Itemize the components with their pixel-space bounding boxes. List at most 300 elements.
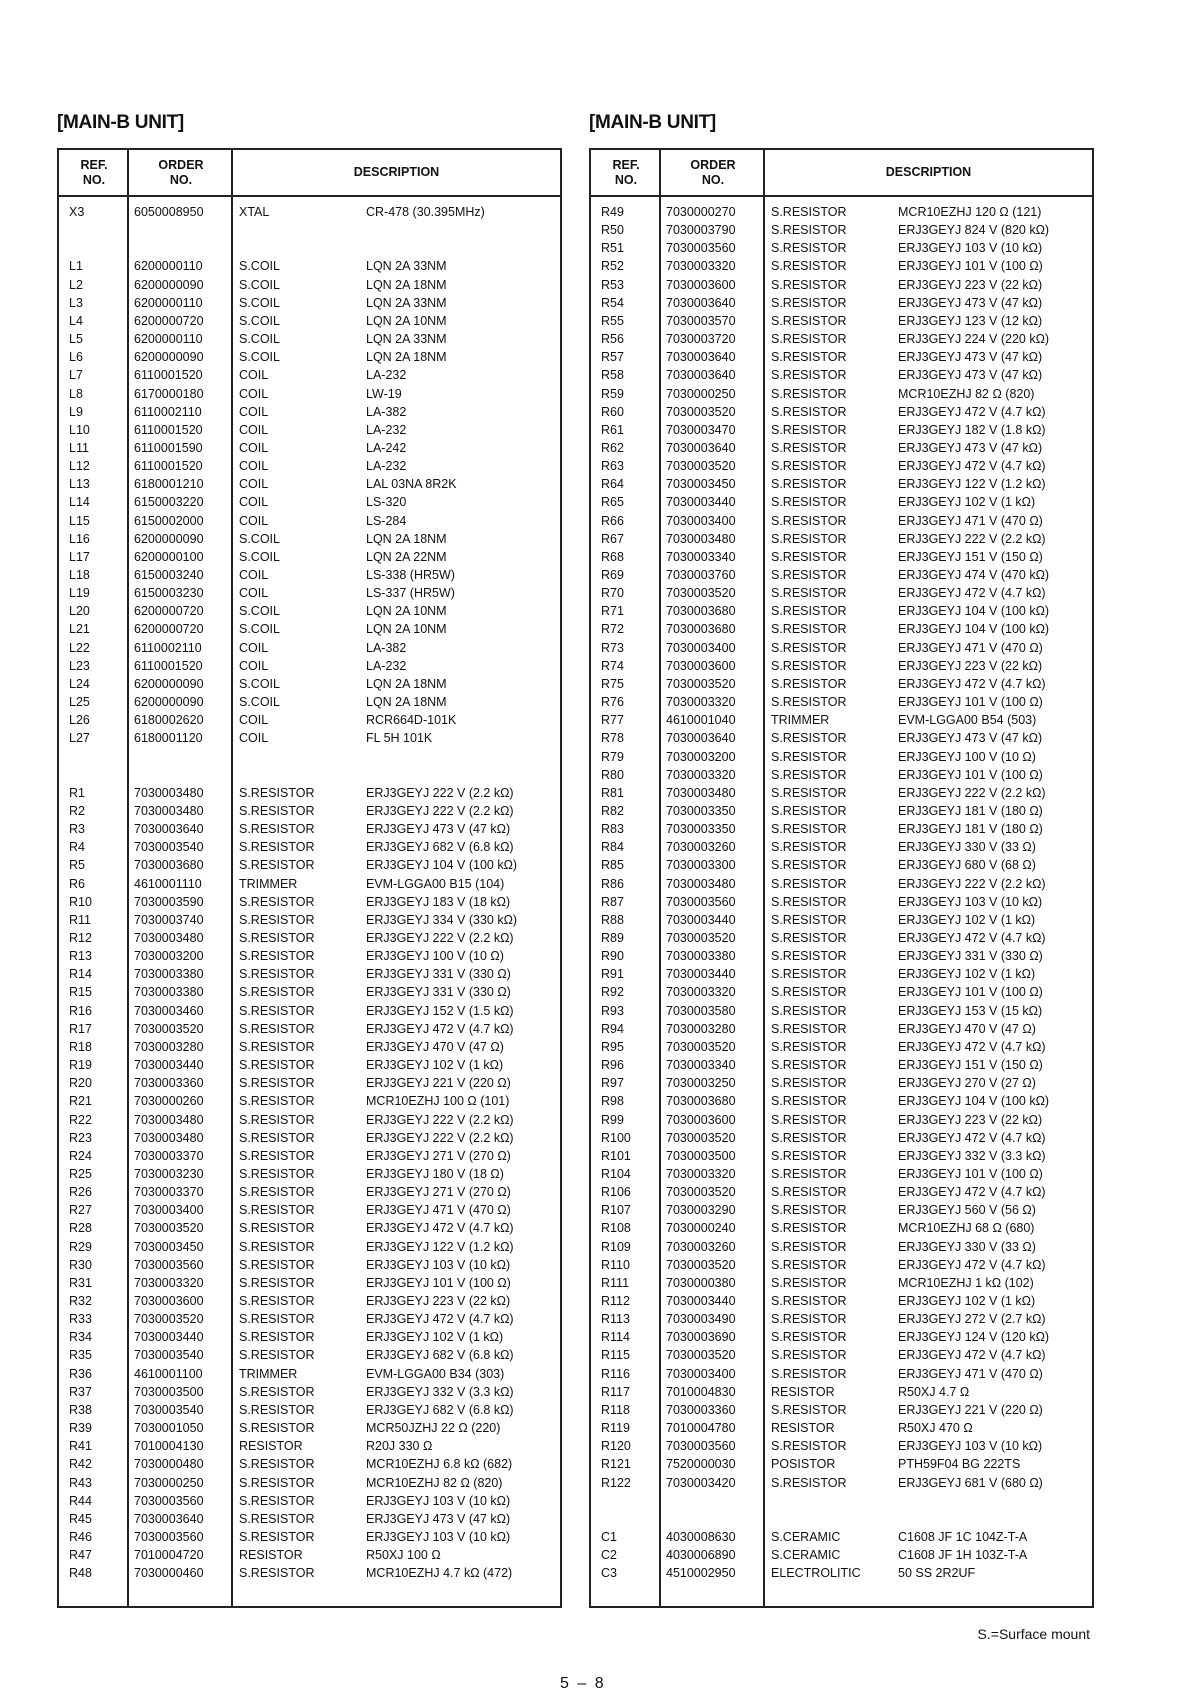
ref-no-cell: R121 <box>601 1457 631 1472</box>
part-spec-cell: MCR50JZHJ 22 Ω (220) <box>366 1421 501 1435</box>
part-type-cell: S.RESISTOR <box>771 731 847 746</box>
part-type-cell: RESISTOR <box>239 1548 303 1563</box>
order-no-cell: 7010004130 <box>134 1439 204 1454</box>
order-no-cell: 7030003520 <box>666 1348 736 1363</box>
order-no-cell: 6150003220 <box>134 495 204 510</box>
part-type-cell: S.RESISTOR <box>771 223 847 238</box>
order-no-cell: 7030003600 <box>666 1112 736 1127</box>
part-spec-cell: ERJ3GEYJ 682 V (6.8 kΩ) <box>366 1348 514 1363</box>
part-spec-cell: R50XJ 470 Ω <box>898 1421 973 1435</box>
part-type-cell: S.RESISTOR <box>771 1366 847 1381</box>
part-spec-cell: ERJ3GEYJ 472 V (4.7 kΩ) <box>898 586 1046 601</box>
ref-no-cell: R10 <box>69 894 92 909</box>
part-type-cell: S.RESISTOR <box>771 822 847 837</box>
ref-no-cell: R80 <box>601 767 624 782</box>
ref-no-cell: R23 <box>69 1130 92 1145</box>
part-type-cell: S.RESISTOR <box>239 1493 315 1508</box>
table-row <box>59 1020 560 1038</box>
ref-no-cell: R81 <box>601 785 624 800</box>
part-spec-cell: ERJ3GEYJ 181 V (180 Ω) <box>898 803 1043 818</box>
ref-no-cell: L25 <box>69 695 90 709</box>
order-no-cell: 7030003380 <box>134 967 204 982</box>
part-spec-cell: ERJ3GEYJ 473 V (47 kΩ) <box>898 440 1043 455</box>
table-row <box>591 784 1092 802</box>
part-type-cell: S.COIL <box>239 350 280 365</box>
ref-no-cell: X3 <box>69 205 85 219</box>
order-no-cell: 7030003520 <box>666 1130 736 1145</box>
part-spec-cell: 50 SS 2R2UF <box>898 1566 976 1581</box>
part-type-cell: S.RESISTOR <box>239 1130 315 1145</box>
order-no-cell: 7030003480 <box>666 876 736 891</box>
table-row <box>59 548 560 566</box>
part-spec-cell: LS-284 <box>366 513 407 528</box>
table-row <box>591 947 1092 965</box>
part-type-cell: S.RESISTOR <box>771 332 847 346</box>
part-type-cell: S.RESISTOR <box>771 1348 847 1363</box>
order-no-cell: 7030003260 <box>666 840 736 855</box>
ref-no-cell: L10 <box>69 422 90 437</box>
ref-no-cell: R94 <box>601 1021 624 1036</box>
table-row <box>591 385 1092 403</box>
table-row <box>591 1201 1092 1219</box>
part-type-cell: COIL <box>239 404 269 419</box>
order-no-cell: 7030003440 <box>666 1294 736 1308</box>
ref-no-cell: R2 <box>69 803 85 818</box>
part-type-cell: S.RESISTOR <box>239 1402 315 1417</box>
table-row <box>591 657 1092 675</box>
part-spec-cell: ERJ3GEYJ 223 V (22 kΩ) <box>898 277 1043 292</box>
part-type-cell: S.RESISTOR <box>771 513 847 528</box>
table-row <box>59 1328 560 1346</box>
order-header-line2: NO. <box>701 172 725 187</box>
part-spec-cell: ERJ3GEYJ 103 V (10 kΩ) <box>366 1529 511 1544</box>
part-spec-cell: ERJ3GEYJ 472 V (4.7 kΩ) <box>898 1185 1046 1200</box>
order-no-cell: 6110001520 <box>134 658 203 673</box>
part-type-cell: S.RESISTOR <box>771 1003 847 1018</box>
part-type-cell: S.RESISTOR <box>771 658 847 673</box>
ref-no-cell: R63 <box>601 459 624 474</box>
part-type-cell: S.RESISTOR <box>239 912 315 927</box>
ref-header-line2: NO. <box>614 172 638 187</box>
part-type-cell: COIL <box>239 713 269 728</box>
ref-no-cell: C2 <box>601 1548 617 1563</box>
table-row <box>59 1492 560 1510</box>
part-spec-cell: ERJ3GEYJ 473 V (47 kΩ) <box>898 731 1043 746</box>
part-spec-cell: ERJ3GEYJ 104 V (100 kΩ) <box>366 858 518 873</box>
part-spec-cell: LA-382 <box>366 640 407 655</box>
table-row <box>591 457 1092 475</box>
order-no-cell: 6110001520 <box>134 368 203 383</box>
table-row <box>59 1365 560 1383</box>
ref-no-cell: R31 <box>69 1275 92 1290</box>
ref-no-cell: R41 <box>69 1439 92 1454</box>
order-no-cell: 7030003460 <box>134 1003 204 1018</box>
table-row <box>59 820 560 838</box>
right-parts-table <box>589 148 1094 1608</box>
ref-no-cell: R30 <box>69 1257 92 1272</box>
ref-no-cell: L16 <box>69 531 90 546</box>
part-type-cell: S.RESISTOR <box>239 1039 315 1054</box>
part-type-cell: S.CERAMIC <box>771 1529 841 1544</box>
table-row <box>591 294 1092 312</box>
part-type-cell: S.RESISTOR <box>771 531 847 546</box>
part-type-cell: S.RESISTOR <box>239 1457 315 1472</box>
part-type-cell: S.RESISTOR <box>771 912 847 927</box>
table-row <box>59 693 560 711</box>
part-type-cell: S.RESISTOR <box>239 858 315 873</box>
ref-no-cell: R3 <box>69 822 85 837</box>
part-spec-cell: ERJ3GEYJ 222 V (2.2 kΩ) <box>898 785 1046 800</box>
part-spec-cell: ERJ3GEYJ 682 V (6.8 kΩ) <box>366 1402 514 1417</box>
order-no-cell: 7030003440 <box>666 495 736 510</box>
part-spec-cell: ERJ3GEYJ 332 V (3.3 kΩ) <box>366 1384 514 1399</box>
part-type-cell: S.RESISTOR <box>239 1275 315 1290</box>
part-spec-cell: LA-232 <box>366 459 407 474</box>
order-no-cell: 7030003640 <box>666 731 736 746</box>
ref-no-cell: L3 <box>69 295 83 310</box>
table-row <box>59 1346 560 1364</box>
table-row <box>59 385 560 403</box>
part-type-cell: S.RESISTOR <box>239 931 315 945</box>
part-spec-cell: LQN 2A 33NM <box>366 295 447 310</box>
part-spec-cell: ERJ3GEYJ 101 V (100 Ω) <box>366 1275 511 1290</box>
table-row <box>591 929 1092 947</box>
table-row <box>591 602 1092 620</box>
ref-no-cell: R34 <box>69 1330 92 1345</box>
order-no-cell: 7030003640 <box>666 368 736 383</box>
part-type-cell: S.COIL <box>239 295 280 310</box>
part-spec-cell: ERJ3GEYJ 472 V (4.7 kΩ) <box>898 1257 1046 1272</box>
ref-no-cell: R24 <box>69 1148 92 1163</box>
part-spec-cell: ERJ3GEYJ 101 V (100 Ω) <box>898 1166 1043 1181</box>
ref-no-cell: R55 <box>601 313 624 328</box>
part-spec-cell: LQN 2A 18NM <box>366 277 447 292</box>
table-row <box>591 257 1092 275</box>
order-no-cell: 7030003640 <box>666 350 736 365</box>
ref-no-cell: L20 <box>69 604 90 619</box>
part-spec-cell: ERJ3GEYJ 103 V (10 kΩ) <box>898 1439 1043 1454</box>
table-row <box>59 276 560 294</box>
ref-no-cell: R52 <box>601 259 624 274</box>
part-spec-cell: ERJ3GEYJ 271 V (270 Ω) <box>366 1185 511 1200</box>
part-type-cell: TRIMMER <box>239 1366 298 1381</box>
part-type-cell: S.RESISTOR <box>771 259 847 274</box>
ref-no-cell: L27 <box>69 731 90 746</box>
table-row <box>59 366 560 384</box>
ref-no-cell: R113 <box>601 1312 630 1327</box>
part-type-cell: COIL <box>239 477 269 492</box>
table-row <box>59 1401 560 1419</box>
table-row <box>59 1292 560 1310</box>
part-spec-cell: ERJ3GEYJ 151 V (150 Ω) <box>898 549 1043 564</box>
ref-no-cell: R70 <box>601 586 624 601</box>
table-row <box>591 366 1092 384</box>
part-type-cell: S.RESISTOR <box>771 1275 847 1290</box>
order-no-cell: 7030000260 <box>134 1094 204 1109</box>
table-row <box>59 1256 560 1274</box>
order-no-cell: 7030003320 <box>666 259 736 274</box>
part-spec-cell: ERJ3GEYJ 100 V (10 Ω) <box>898 749 1036 764</box>
part-spec-cell: ERJ3GEYJ 472 V (4.7 kΩ) <box>898 459 1046 474</box>
order-no-cell: 7030003480 <box>666 531 736 546</box>
table-row <box>591 1310 1092 1328</box>
part-spec-cell: ERJ3GEYJ 331 V (330 Ω) <box>366 967 511 982</box>
part-spec-cell: ERJ3GEYJ 271 V (270 Ω) <box>366 1148 511 1163</box>
table-row <box>591 548 1092 566</box>
table-row <box>591 748 1092 766</box>
order-no-cell: 6200000090 <box>134 350 204 365</box>
order-no-cell: 7030003320 <box>666 767 736 782</box>
part-spec-cell: ERJ3GEYJ 471 V (470 Ω) <box>366 1203 511 1218</box>
order-no-cell: 7030003200 <box>666 749 736 764</box>
ref-no-cell: R69 <box>601 568 624 582</box>
part-spec-cell: ERJ3GEYJ 103 V (10 kΩ) <box>366 1257 511 1272</box>
table-row <box>591 820 1092 838</box>
part-spec-cell: ERJ3GEYJ 102 V (1 kΩ) <box>898 912 1036 927</box>
part-type-cell: S.RESISTOR <box>771 1475 847 1490</box>
order-no-cell: 7030003560 <box>666 1439 736 1454</box>
part-spec-cell: ERJ3GEYJ 270 V (27 Ω) <box>898 1076 1036 1091</box>
ref-no-cell: R54 <box>601 295 624 310</box>
table-row <box>59 348 560 366</box>
description-header <box>233 150 560 195</box>
part-type-cell: S.RESISTOR <box>771 985 847 1000</box>
order-no-cell: 6050008950 <box>134 205 204 219</box>
part-type-cell: S.RESISTOR <box>239 1239 315 1254</box>
table-row <box>591 584 1092 602</box>
part-type-cell: S.RESISTOR <box>771 549 847 564</box>
part-spec-cell: ERJ3GEYJ 101 V (100 Ω) <box>898 259 1043 274</box>
order-no-cell: 6110002110 <box>134 404 202 419</box>
order-no-cell: 7030000380 <box>666 1275 736 1290</box>
part-spec-cell: ERJ3GEYJ 101 V (100 Ω) <box>898 985 1043 1000</box>
order-no-cell: 7030003360 <box>666 1402 736 1417</box>
part-type-cell: S.RESISTOR <box>771 386 847 401</box>
ref-no-cell: L8 <box>69 386 83 401</box>
part-type-cell: S.RESISTOR <box>771 313 847 328</box>
table-row <box>591 1528 1092 1546</box>
part-spec-cell: ERJ3GEYJ 330 V (33 Ω) <box>898 1239 1036 1254</box>
part-spec-cell: ERJ3GEYJ 151 V (150 Ω) <box>898 1058 1043 1072</box>
order-no-cell: 7030003520 <box>666 404 736 419</box>
ref-no-cell: R25 <box>69 1166 92 1181</box>
part-spec-cell: ERJ3GEYJ 104 V (100 kΩ) <box>898 622 1050 637</box>
table-row <box>59 566 560 584</box>
order-no-cell: 7030003520 <box>666 931 736 945</box>
table-row <box>591 1074 1092 1092</box>
ref-no-cell: R1 <box>69 785 85 800</box>
order-no-cell: 7010004720 <box>134 1548 204 1563</box>
part-type-cell: RESISTOR <box>239 1439 303 1454</box>
ref-no-cell: R119 <box>601 1421 630 1435</box>
part-type-cell: S.RESISTOR <box>239 1566 315 1581</box>
part-type-cell: S.RESISTOR <box>771 568 847 582</box>
order-no-cell: 7030003640 <box>666 440 736 455</box>
ref-no-cell: R77 <box>601 713 624 728</box>
order-no-cell: 7030003640 <box>666 295 736 310</box>
ref-no-cell: R53 <box>601 277 624 292</box>
ref-no-cell: R95 <box>601 1039 624 1054</box>
part-spec-cell: ERJ3GEYJ 102 V (1 kΩ) <box>898 495 1036 510</box>
order-no-cell: 7030003560 <box>666 894 736 909</box>
order-no-cell: 7030003520 <box>666 1185 736 1200</box>
table-row <box>591 1401 1092 1419</box>
order-no-cell: 7030003600 <box>134 1294 204 1308</box>
part-type-cell: S.RESISTOR <box>771 404 847 419</box>
table-row <box>591 421 1092 439</box>
table-row <box>59 729 560 747</box>
part-type-cell: COIL <box>239 368 269 383</box>
part-spec-cell: LQN 2A 18NM <box>366 695 447 709</box>
table-row <box>59 1165 560 1183</box>
table-row <box>59 1474 560 1492</box>
ref-no-cell: L24 <box>69 676 90 691</box>
ref-no-cell: R13 <box>69 949 92 964</box>
page-number: 5 – 8 <box>560 1675 606 1692</box>
part-spec-cell: LA-232 <box>366 368 407 383</box>
left-unit-title: [MAIN-B UNIT] <box>57 112 184 133</box>
part-type-cell: S.RESISTOR <box>239 1094 315 1109</box>
order-no-cell: 6110001590 <box>134 440 203 455</box>
part-type-cell: S.RESISTOR <box>771 205 847 219</box>
ref-no-cell: R27 <box>69 1203 92 1218</box>
table-row <box>591 1383 1092 1401</box>
part-spec-cell: ERJ3GEYJ 222 V (2.2 kΩ) <box>366 931 514 945</box>
table-row <box>591 1274 1092 1292</box>
order-no-cell: 7030003640 <box>134 822 204 837</box>
ref-no-cell: R6 <box>69 876 85 891</box>
description-header <box>765 150 1092 195</box>
part-type-cell: COIL <box>239 495 269 510</box>
order-no-cell: 7030003360 <box>134 1076 204 1091</box>
order-no-cell: 7030003480 <box>666 785 736 800</box>
ref-no-cell: R28 <box>69 1221 92 1236</box>
part-type-cell: COIL <box>239 386 269 401</box>
table-row <box>59 530 560 548</box>
ref-no-cell: R67 <box>601 531 624 546</box>
part-spec-cell: ERJ3GEYJ 222 V (2.2 kΩ) <box>366 1112 514 1127</box>
ref-no-cell: R79 <box>601 749 624 764</box>
part-type-cell: S.RESISTOR <box>771 767 847 782</box>
part-type-cell: S.RESISTOR <box>771 1058 847 1072</box>
part-type-cell: S.RESISTOR <box>771 967 847 982</box>
part-type-cell: S.RESISTOR <box>771 368 847 383</box>
ref-no-cell: R62 <box>601 440 624 455</box>
ref-no-cell: R99 <box>601 1112 624 1127</box>
part-type-cell: S.RESISTOR <box>771 1330 847 1345</box>
ref-no-cell: R109 <box>601 1239 631 1254</box>
order-no-cell: 7030003380 <box>666 949 736 964</box>
part-spec-cell: LW-19 <box>366 386 402 401</box>
table-row <box>591 1056 1092 1074</box>
order-no-cell: 7030003400 <box>666 1366 736 1381</box>
table-row <box>59 294 560 312</box>
order-no-cell: 7030003520 <box>134 1021 204 1036</box>
part-spec-cell: C1608 JF 1C 104Z-T-A <box>898 1529 1028 1544</box>
order-no-cell: 7030003320 <box>666 985 736 1000</box>
part-type-cell: XTAL <box>239 205 270 219</box>
part-type-cell: S.COIL <box>239 332 280 346</box>
part-spec-cell: ERJ3GEYJ 472 V (4.7 kΩ) <box>366 1221 514 1236</box>
ref-no-cell: R17 <box>69 1021 92 1036</box>
order-no-cell: 7030003450 <box>134 1239 204 1254</box>
part-type-cell: S.COIL <box>239 622 280 637</box>
table-row <box>59 639 560 657</box>
table-row <box>59 1419 560 1437</box>
part-type-cell: S.RESISTOR <box>771 1112 847 1127</box>
order-no-cell: 6200000720 <box>134 622 204 637</box>
order-no-cell: 6110001520 <box>134 459 203 474</box>
part-type-cell: S.RESISTOR <box>239 1112 315 1127</box>
part-type-cell: S.RESISTOR <box>771 1402 847 1417</box>
order-header-line1: ORDER <box>158 157 204 172</box>
order-no-cell: 6110001520 <box>134 422 203 437</box>
table-row <box>59 330 560 348</box>
ref-no-cell: L4 <box>69 313 83 328</box>
ref-no-cell: R19 <box>69 1058 92 1072</box>
part-spec-cell: FL 5H 101K <box>366 731 433 746</box>
table-row <box>59 1147 560 1165</box>
part-type-cell: S.RESISTOR <box>239 1330 315 1345</box>
order-no-cell: 7030003280 <box>666 1021 736 1036</box>
part-type-cell: S.RESISTOR <box>239 803 315 818</box>
ref-no-cell: L11 <box>69 440 89 455</box>
part-spec-cell: LQN 2A 10NM <box>366 604 447 619</box>
table-row <box>59 983 560 1001</box>
ref-no-cell: R16 <box>69 1003 92 1018</box>
part-spec-cell: ERJ3GEYJ 331 V (330 Ω) <box>898 949 1043 964</box>
part-spec-cell: LA-382 <box>366 404 407 419</box>
table-row <box>59 1111 560 1129</box>
part-type-cell: S.COIL <box>239 277 280 292</box>
table-row <box>591 1419 1092 1437</box>
part-spec-cell: ERJ3GEYJ 474 V (470 kΩ) <box>898 568 1050 582</box>
table-row <box>591 512 1092 530</box>
part-type-cell: S.RESISTOR <box>239 1475 315 1490</box>
description-header-text: DESCRIPTION <box>885 165 972 179</box>
part-spec-cell: ERJ3GEYJ 472 V (4.7 kΩ) <box>898 676 1046 691</box>
part-spec-cell: MCR10EZHJ 82 Ω (820) <box>366 1475 503 1490</box>
part-spec-cell: ERJ3GEYJ 681 V (680 Ω) <box>898 1475 1043 1490</box>
order-no-cell: 7030003600 <box>666 658 736 673</box>
order-no-cell: 6150002000 <box>134 513 204 528</box>
part-spec-cell: ERJ3GEYJ 473 V (47 kΩ) <box>898 295 1043 310</box>
table-row <box>591 838 1092 856</box>
part-type-cell: COIL <box>239 568 269 582</box>
part-type-cell: S.COIL <box>239 531 280 546</box>
order-no-cell: 7030003520 <box>666 459 736 474</box>
table-row <box>591 1455 1092 1473</box>
order-no-cell: 7030000240 <box>666 1221 736 1236</box>
part-type-cell: S.RESISTOR <box>771 1130 847 1145</box>
part-spec-cell: ERJ3GEYJ 682 V (6.8 kΩ) <box>366 840 514 855</box>
ref-no-cell: R50 <box>601 223 624 238</box>
part-spec-cell: ERJ3GEYJ 102 V (1 kΩ) <box>898 967 1036 982</box>
ref-no-cell: R92 <box>601 985 624 1000</box>
order-no-cell: 7030003440 <box>666 912 736 927</box>
part-type-cell: S.RESISTOR <box>771 1148 847 1163</box>
table-row <box>591 1437 1092 1455</box>
table-row <box>591 439 1092 457</box>
order-no-cell: 7030003450 <box>666 477 736 492</box>
part-type-cell: S.RESISTOR <box>771 1221 847 1236</box>
table-row <box>591 675 1092 693</box>
ref-no-cell: R21 <box>69 1094 92 1109</box>
table-row <box>591 965 1092 983</box>
part-type-cell: S.RESISTOR <box>771 1312 847 1327</box>
table-row <box>59 1238 560 1256</box>
part-type-cell: S.RESISTOR <box>239 1257 315 1272</box>
